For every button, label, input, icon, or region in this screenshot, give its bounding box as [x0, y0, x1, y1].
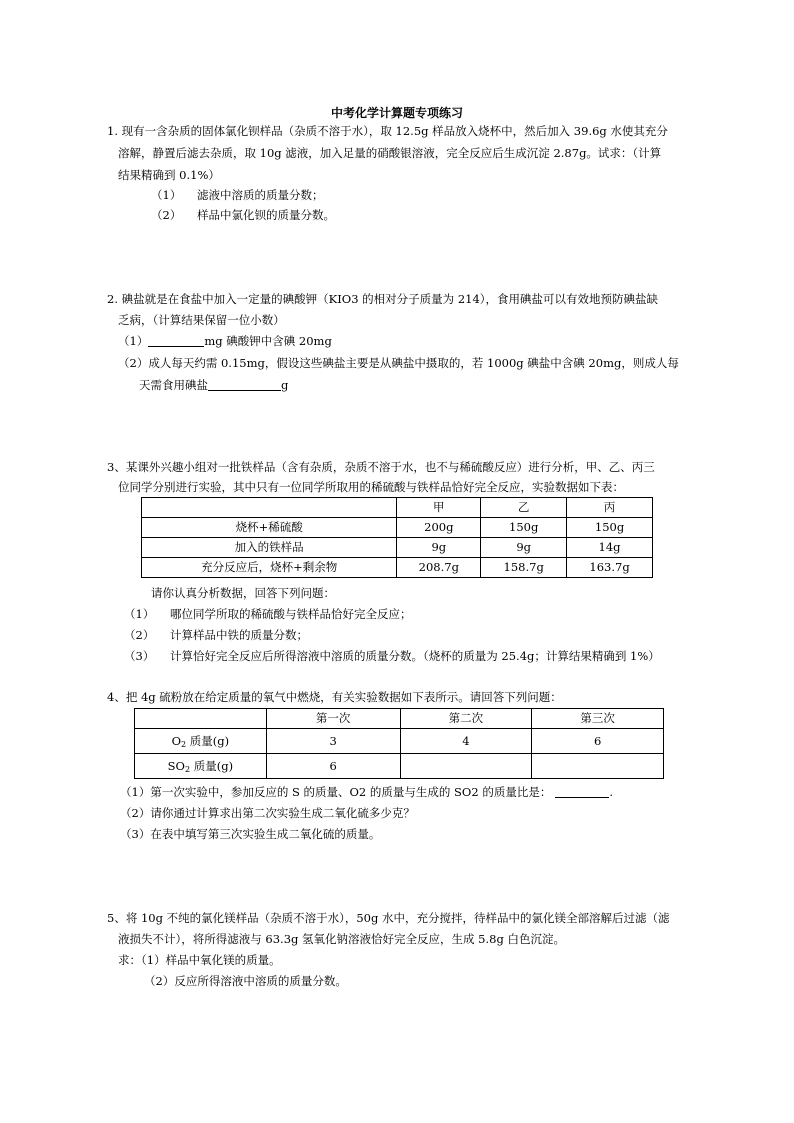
q3-sub1-number: （1）	[124, 607, 155, 621]
table-cell: 150g	[481, 518, 567, 538]
table-cell: 6	[532, 729, 664, 754]
q5-line-2: 液损失不计），将所得滤液与 63.3g 氢氧化钠溶液恰好完全反应，生成 5.8g 白色沉淀。	[118, 932, 565, 946]
q4-sub1-answer-blank	[555, 784, 609, 798]
q2-sub1-answer-blank	[148, 333, 204, 347]
table-cell	[400, 754, 532, 779]
q4-sub1-end: .	[609, 785, 613, 799]
q5-line-4: （2）反应所得溶液中溶质的质量分数。	[144, 974, 347, 988]
table-header-cell	[135, 709, 267, 729]
q3-sub2-text: 计算样品中铁的质量分数；	[170, 628, 308, 642]
table-row	[142, 518, 653, 538]
o2-subscript: 2	[181, 740, 187, 749]
o2-label-text: O	[171, 734, 182, 748]
q5-line-1: 5、将 10g 不纯的氯化镁样品（杂质不溶于水），50g 水中，充分搅拌，待样品中的氯化镁全部溶解后过滤（滤	[107, 911, 670, 925]
table-header-cell: 甲	[397, 498, 481, 518]
table-row	[142, 538, 653, 558]
table-cell: 3	[266, 729, 400, 754]
q1-line-1: 1. 现有一含杂质的固体氯化钡样品（杂质不溶于水），取 12.5g 样品放入烧杯中，然后加入 39.6g 水使其充分	[107, 124, 668, 138]
table-cell: 6	[266, 754, 400, 779]
q4-sub1	[120, 782, 613, 802]
q3-sub1-text: 哪位同学所取的稀硫酸与铁样品恰好完全反应；	[170, 607, 412, 621]
table-header-cell	[142, 498, 397, 518]
q4-line-1: 4、把 4g 硫粉放在给定质量的氧气中燃烧，有关实验数据如下表所示。请回答下列问题：	[107, 690, 562, 704]
q4-data-table	[134, 708, 664, 779]
q2-sub2-answer-blank	[208, 377, 281, 391]
table-header-cell: 乙	[481, 498, 567, 518]
table-header-cell: 第三次	[532, 709, 664, 729]
table-cell: 163.7g	[567, 558, 653, 578]
table-header-cell: 丙	[567, 498, 653, 518]
q3-sub3-text: 计算恰好完全反应后所得溶液中溶质的质量分数。（烧杯的质量为 25.4g；计算结果精确到 1%）	[170, 649, 660, 663]
q2-line-1: 2. 碘盐就是在食盐中加入一定量的碘酸钾（KIO3 的相对分子质量为 214），食用碘盐可以有效地预防碘盐缺	[107, 292, 659, 306]
q3-line-2: 位同学分别进行实验，其中只有一位同学所取用的稀硫酸与铁样品恰好完全反应，实验数据如下表：	[118, 480, 624, 494]
table-row	[135, 754, 664, 779]
so2-subscript: 2	[184, 765, 191, 774]
q1-sub1-text: 滤液中溶质的质量分数；	[197, 188, 324, 202]
table-row	[135, 729, 664, 754]
q3-line-1: 3、某课外兴趣小组对一批铁样品（含有杂质，杂质不溶于水，也不与稀硫酸反应）进行分析，甲、乙、丙三	[107, 460, 655, 474]
table-cell: 4	[400, 729, 532, 754]
q2-sub2-line-1: （2）成人每天约需 0.15mg，假设这些碘盐主要是从碘盐中摄取的，若 1000g 碘盐中含碘 20mg，则成人每	[118, 356, 679, 370]
q2-sub1-prefix: （1）	[118, 334, 149, 348]
table-header-cell: 第一次	[266, 709, 400, 729]
q2-sub1-suffix: mg 碘酸钾中含碘 20mg	[204, 334, 332, 348]
q2-sub2-text: 天需食用碘盐	[139, 378, 208, 392]
table-cell: 14g	[567, 538, 653, 558]
table-header-row	[135, 709, 664, 729]
table-header-cell: 第二次	[400, 709, 532, 729]
q2-line-2: 乏病，（计算结果保留一位小数）	[118, 313, 285, 327]
o2-label-unit: 质量(g)	[186, 734, 230, 748]
q3-sub3-number: （3）	[124, 649, 155, 663]
q2-sub2-suffix: g	[281, 378, 289, 392]
table-row-label	[135, 729, 267, 754]
q1-line-2: 溶解，静置后滤去杂质，取 10g 滤液，加入足量的硝酸银溶液，完全反应后生成沉淀 2.87g。试求：（计算	[118, 146, 662, 160]
q1-sub1-number: （1）	[151, 188, 182, 202]
q3-data-table	[141, 497, 653, 578]
table-cell: 烧杯+稀硫酸	[142, 518, 397, 538]
table-row	[142, 558, 653, 578]
table-cell: 200g	[397, 518, 481, 538]
q1-sub2-text: 样品中氯化钡的质量分数。	[197, 208, 335, 222]
q1-line-3: 结果精确到 0.1%）	[118, 168, 220, 182]
table-cell	[532, 754, 664, 779]
table-cell: 208.7g	[397, 558, 481, 578]
q1-sub2-number: （2）	[151, 208, 182, 222]
table-cell: 9g	[481, 538, 567, 558]
q4-sub1-text: （1）第一次实验中，参加反应的 S 的质量、O2 的质量与生成的 SO2 的质量比是：	[120, 785, 552, 799]
so2-label-unit: 质量(g)	[190, 759, 234, 773]
q3-intro: 请你认真分析数据，回答下列问题：	[151, 586, 335, 600]
q2-sub1	[118, 331, 332, 351]
q5-line-3: 求：（1）样品中氧化镁的质量。	[118, 953, 281, 967]
page-title: 中考化学计算题专项练习	[330, 106, 463, 120]
table-cell: 充分反应后，烧杯+剩余物	[142, 558, 397, 578]
table-row-label	[135, 754, 267, 779]
q4-sub3: （3）在表中填写第三次实验生成二氧化硫的质量。	[120, 827, 381, 841]
table-cell: 9g	[397, 538, 481, 558]
q2-sub2-line-2	[139, 375, 288, 395]
so2-label-text: SO	[167, 759, 185, 773]
q4-sub2: （2）请你通过计算求出第二次实验生成二氧化硫多少克？	[120, 806, 415, 820]
q3-sub2-number: （2）	[124, 628, 155, 642]
table-cell: 158.7g	[481, 558, 567, 578]
table-cell: 150g	[567, 518, 653, 538]
table-header-row	[142, 498, 653, 518]
table-cell: 加入的铁样品	[142, 538, 397, 558]
